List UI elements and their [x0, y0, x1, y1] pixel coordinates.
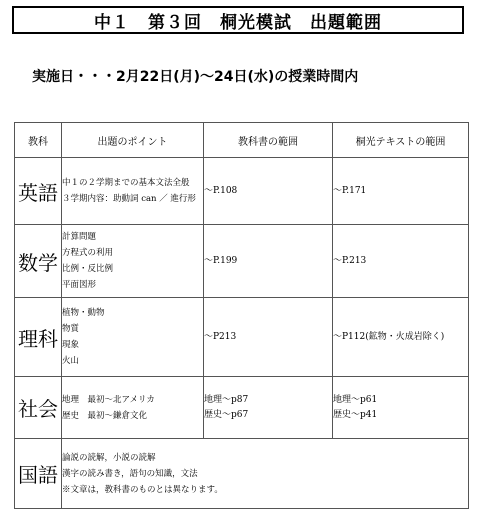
- range-line: 歴史～p41: [333, 409, 378, 420]
- table-row-science: [15, 298, 469, 377]
- table-row-japanese: [15, 439, 469, 509]
- header-toko-text-range: 桐光テキストの範囲: [333, 123, 469, 158]
- header-textbook-range: 教科書の範囲: [204, 123, 333, 158]
- header-subject: 教科: [15, 123, 62, 158]
- point-line: 平面図形: [62, 280, 97, 290]
- table-row-math: [15, 225, 469, 298]
- textbook-range-cell: [204, 298, 333, 377]
- range-line: ～P112(鉱物・火成岩除く): [333, 331, 445, 342]
- range-line: ～P.199: [204, 255, 238, 266]
- points-cell: [62, 439, 469, 509]
- subject-cell: 理科: [15, 298, 62, 377]
- exam-dates: 実施日・・・2月22日(月)～24日(水)の授業時間内: [32, 69, 359, 85]
- toko-range-cell: [333, 158, 469, 225]
- range-line: ～P.108: [204, 185, 238, 196]
- textbook-range-cell: [204, 158, 333, 225]
- subject-cell: 英語: [15, 158, 62, 225]
- subject-cell: 国語: [15, 439, 62, 509]
- table-row-english: [15, 158, 469, 225]
- points-cell: [62, 158, 204, 225]
- point-line: 現象: [62, 340, 80, 350]
- toko-range-cell: [333, 298, 469, 377]
- point-line: 物質: [62, 324, 80, 334]
- subject-cell: 社会: [15, 377, 62, 439]
- points-cell: [62, 298, 204, 377]
- range-line: 歴史～p67: [204, 409, 249, 420]
- table-header-row: [15, 123, 469, 158]
- toko-range-cell: [333, 377, 469, 439]
- point-line: 論説の読解，小説の読解: [62, 452, 156, 463]
- range-line: ～P.171: [333, 185, 367, 196]
- toko-range-cell: [333, 225, 469, 298]
- point-line: ３学期内容：助動詞 can ／ 進行形: [62, 194, 196, 204]
- header-points: 出題のポイント: [62, 123, 204, 158]
- textbook-range-cell: [204, 377, 333, 439]
- point-line: 中１の２学期までの基本文法全般: [62, 178, 190, 188]
- points-cell: [62, 225, 204, 298]
- range-line: 地理～p61: [333, 394, 378, 405]
- exam-scope-table: [14, 122, 469, 509]
- range-line: 地理～p87: [204, 394, 249, 405]
- point-line: 方程式の利用: [62, 248, 114, 258]
- points-cell: [62, 377, 204, 439]
- table-row-social-studies: [15, 377, 469, 439]
- range-line: ～P213: [204, 331, 237, 342]
- point-line: 地理 最初～北アメリカ: [62, 394, 155, 405]
- point-line: 比例・反比例: [62, 264, 114, 274]
- page-title: 中１ 第３回 桐光模試 出題範囲: [12, 6, 464, 34]
- point-line: 歴史 最初～鎌倉文化: [62, 410, 148, 421]
- point-line: 植物・動物: [62, 308, 105, 318]
- point-line: ※文章は，教科書のものとは異なります。: [62, 484, 223, 495]
- textbook-range-cell: [204, 225, 333, 298]
- point-line: 計算問題: [62, 232, 97, 242]
- point-line: 漢字の読み書き，語句の知識，文法: [62, 468, 198, 479]
- subject-cell: 数学: [15, 225, 62, 298]
- range-line: ～P.213: [333, 255, 367, 266]
- point-line: 火山: [62, 356, 80, 366]
